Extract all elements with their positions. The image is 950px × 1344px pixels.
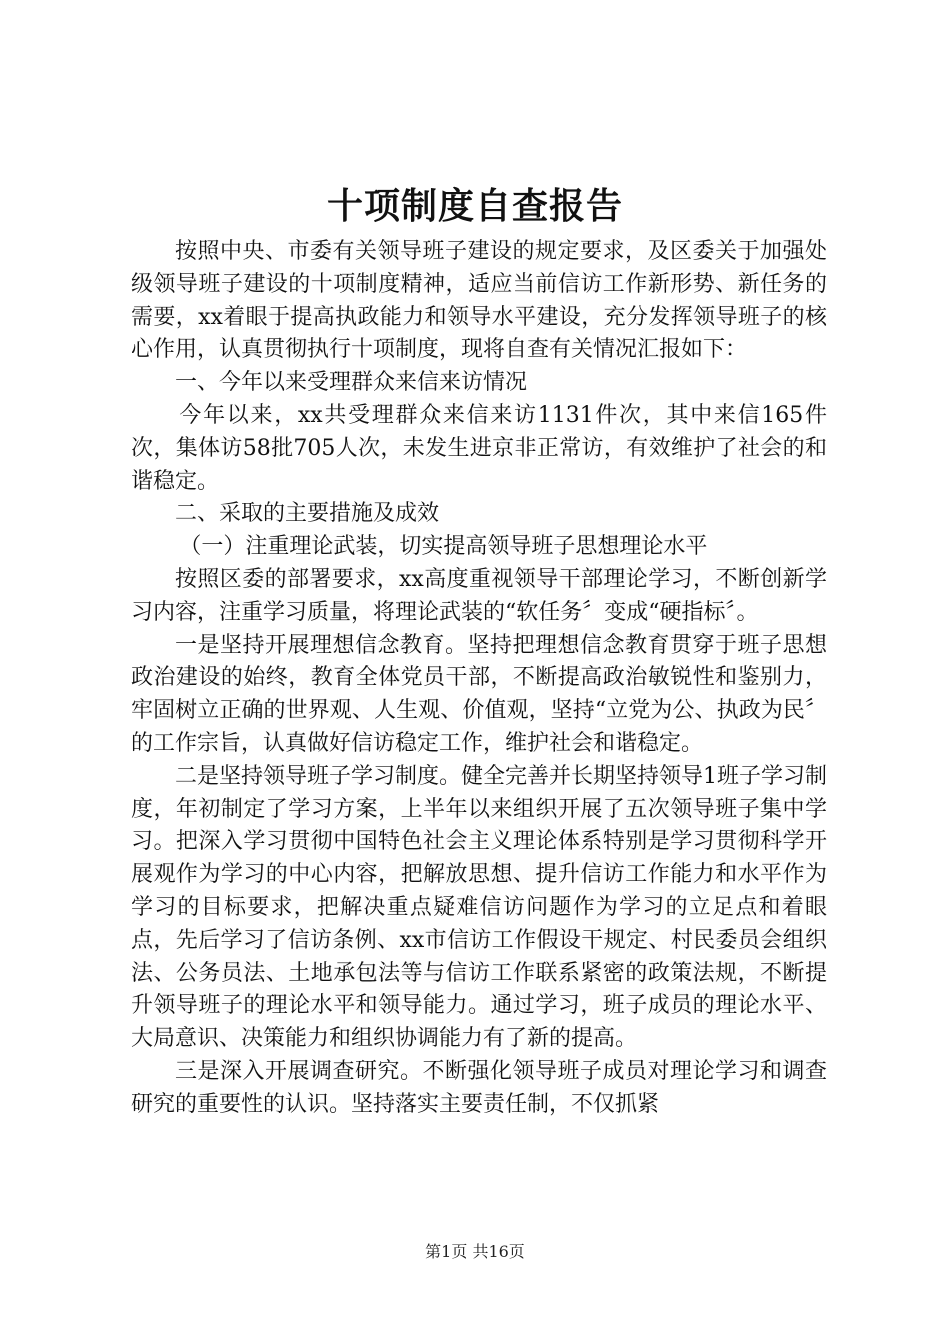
section-heading-1: 一、今年以来受理群众来信来访情况 xyxy=(175,370,528,396)
subsection-heading-1: （一）注重理论武装，切实提高领导班子思想理论水平 xyxy=(179,534,708,560)
statistics-paragraph: 今年以来，xx共受理群众来信来访1131件次，其中来信165件次，集体访58批705人次，未发生进京非正常访，有效维护了社会的和谐稳定。 xyxy=(131,402,827,494)
document-body xyxy=(131,236,827,1122)
theory-paragraph: 按照区委的部署要求，xx高度重视领导干部理论学习，不断创新学习内容，注重学习质量，将理论武装的“软任务〞变成“硬指标〞。 xyxy=(131,566,827,625)
research-paragraph: 三是深入开展调查研究。不断强化领导班子成员对理论学习和调查研究的重要性的认识。坚持落实主要责任制，不仅抓紧 xyxy=(131,1058,827,1117)
study-system-paragraph: 二是坚持领导班子学习制度。健全完善并长期坚持领导1班子学习制度，年初制定了学习方案，上半年以来组织开展了五次领导班子集中学习。把深入学习贯彻中国特色社会主义理论体系特别是学习贯彻科学开展观作为学习的中心内容，把解放思想、提升信访工作能力和水平作为学习的目标要求，把解决重点疑难信访问题作为学习的立足点和着眼点，先后学习了信访条例、xx市信访工作假设干规定、村民委员会组织法、公务员法、土地承包法等与信访工作联系紧密的政策法规，不断提升领导班子的理论水平和领导能力。通过学习，班子成员的理论水平、大局意识、决策能力和组织协调能力有了新的提高。 xyxy=(131,763,827,1052)
section-heading-2: 二、采取的主要措施及成效 xyxy=(175,501,440,527)
page-indicator: 第1页 共16页 xyxy=(425,1242,525,1261)
intro-paragraph: 按照中央、市委有关领导班子建设的规定要求，及区委关于加强处级领导班子建设的十项制度精神，适应当前信访工作新形势、新任务的需要，xx着眼于提高执政能力和领导水平建设，充分发挥领导班子的核心作用，认真贯彻执行十项制度，现将自查有关情况汇报如下： xyxy=(131,239,827,363)
ideals-paragraph: 一是坚持开展理想信念教育。坚持把理想信念教育贯穿于班子思想政治建设的始终，教育全体党员干部，不断提高政治敏锐性和鉴别力，牢固树立正确的世界观、人生观、价值观，坚持“立党为公、执政为民〞的工作宗旨，认真做好信访稳定工作，维护社会和谐稳定。 xyxy=(131,632,827,756)
document-title: 十项制度自查报告 xyxy=(326,185,623,227)
